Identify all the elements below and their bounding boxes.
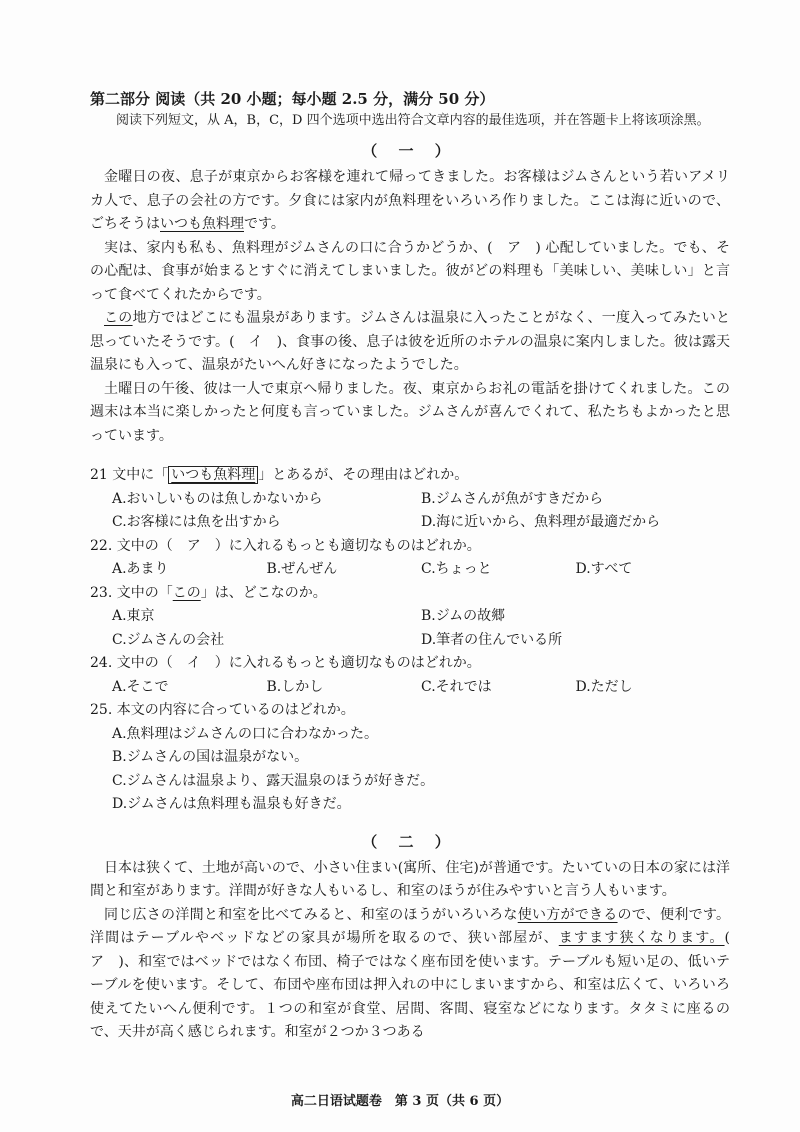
passage-1-paragraph-4: 土曜日の午後、彼は一人で東京へ帰りました。夜、東京からお礼の電話を掛けてくれました。この週末は本当に楽しかったと何度も言っていました。ジムさんが喜んでくれて、私たちもよかったと思っています。 [90,380,730,444]
page-content [90,88,744,1045]
option-22-a[interactable]: A.あまり [112,561,169,577]
question-23-stem [90,582,730,606]
question-25-stem: 25. 本文の内容に合っているのはどれか。 [90,702,355,718]
question-list [90,464,730,817]
option-24-b[interactable]: B.しかし [266,678,324,695]
question-21-boxed-phrase: いつも魚料理 [168,466,258,484]
question-24-options [90,676,730,700]
option-24-c[interactable]: C.それでは [421,678,492,695]
passage-1-p1-text-a: 金曜日の夜、息子が東京からお客様を連れて帰ってきました。お客様はジムさんという若いアメリカ人で、息子の会社の方です。夕食には家内が魚料理をいろいろ作りました。ここは海に近いので、ごちそうは [90,169,730,232]
question-21-stem-b: 」とあるが、その理由はどれか。 [258,467,469,483]
option-24-a[interactable]: A.そこで [112,678,169,695]
option-23-c[interactable]: C.ジムさんの会社 [112,631,225,648]
question-24 [90,652,730,699]
passage-2-title: （ 二 ） [362,832,458,851]
question-21-stem [90,464,730,488]
passage-2-p2-text-a: 同じ広さの洋間と和室を比べてみると、和室のほうがいろいろな [104,906,518,923]
passage-1-title: （ 一 ） [362,142,458,160]
passage-1 [90,138,730,448]
passage-2-paragraph-2 [90,904,744,1045]
option-23-a[interactable]: A.東京 [112,608,155,624]
passage-1-paragraph-1 [90,166,730,237]
option-21-b[interactable]: B.ジムさんが魚がすきだから [421,490,604,507]
passage-1-paragraph-3 [90,307,730,378]
passage-1-p1-text-b: です。 [244,216,285,232]
underlined-itsumo-sakana-ryouri: いつも魚料理 [160,216,244,232]
option-23-d[interactable]: D.筆者の住んでいる所 [421,631,563,648]
passage-2-p2-text-c: ( ア )、和室ではベッドではなく布団、椅子ではなく座布団を使います。テーブルも短い足の、低いテーブルを使います。そして、布団や座布団は押入れの中にしまいますから、和室は広くて、いろいろ使えてたいへん便利です。１つの和室が食堂、居間、客間、寝室などになります。タタミに座るので、天井が高く感じられます。和室が２つか３つある [90,930,744,1040]
question-22 [90,535,730,582]
option-21-c[interactable]: C.お客様には魚を出すから [112,514,281,530]
underlined-masumasu-semaku: ますます狭くなります。 [558,930,725,946]
option-22-b[interactable]: B.ぜんぜん [266,561,338,577]
question-25 [90,699,730,817]
passage-2-p2-text-b: ので、便利です。洋間はテーブルやベッドなどの家具が場所を取るので、狭い部屋が、 [90,906,731,946]
option-25-a[interactable]: A.魚料理はジムさんの口に合わなかった。 [112,725,378,742]
question-23-stem-a: 23. 文中の「 [90,584,173,601]
question-21-options [90,488,730,535]
option-25-d[interactable]: D.ジムさんは魚料理も温泉も好きだ。 [112,796,351,812]
question-24-stem: 24. 文中の（ イ ）に入れるもっとも適切なものはどれか。 [90,655,481,671]
option-24-d[interactable]: D.ただし [575,678,633,695]
question-22-stem: 22. 文中の（ ア ）に入れるもっとも適切なものはどれか。 [90,537,481,554]
question-22-options [90,558,730,582]
instruction-text: 阅读下列短文，从 A，B，C，D 四个选项中选出符合文章内容的最佳选项，并在答题卡上将该项涂黑。 [116,113,710,128]
question-23 [90,582,730,653]
option-22-c[interactable]: C.ちょっと [421,561,492,577]
option-25-c[interactable]: C.ジムさんは温泉より、露天温泉のほうが好きだ。 [112,772,435,789]
question-23-stem-b: 」は、どこなのか。 [200,584,327,601]
option-21-a[interactable]: A.おいしいものは魚しかないから [112,490,323,507]
page-footer: 高二日语试题卷 第 3 页（共 6 页） [290,1094,510,1109]
option-22-d[interactable]: D.すべて [575,561,633,577]
passage-1-p3-text: 地方ではどこにも温泉があります。ジムさんは温泉に入ったことがなく、一度入ってみたいと思っていたそうです。( イ )、食事の後、息子は彼を近所のホテルの温泉に案内しました。彼は露天温泉にも入って、温泉がたいへん好きになったようでした。 [90,310,730,373]
option-25-b[interactable]: B.ジムさんの国は温泉がない。 [112,749,309,765]
question-21 [90,464,730,535]
question-23-underlined: この [172,584,201,601]
underlined-tsukaikata: 使い方ができる [517,906,618,923]
underlined-kono: この [104,310,133,326]
passage-2 [90,829,744,1045]
option-23-b[interactable]: B.ジムの故郷 [421,608,506,624]
question-21-stem-a: 21 文中に「 [90,467,169,483]
question-25-options [90,723,730,817]
passage-2-paragraph-1: 日本は狭くて、土地が高いので、小さい住まい(寓所、住宅)が普通です。たいていの日本の家には洋間と和室があります。洋間が好きな人もいるし、和室のほうが住みやすいと言う人もいます。 [90,859,730,899]
question-23-options [90,605,730,652]
option-21-d[interactable]: D.海に近いから、魚料理が最適だから [421,514,661,530]
passage-1-paragraph-2: 実は、家内も私も、魚料理がジムさんの口に合うかどうか、( ア ) 心配していました。でも、その心配は、食事が始まるとすぐに消えてしまいました。彼がどの料理も「美味しい、美味しい」と言って食べてくれたからです。 [90,239,730,303]
section-header: 第二部分 阅读（共 20 小题；每小题 2.5 分，满分 50 分） [90,90,495,108]
